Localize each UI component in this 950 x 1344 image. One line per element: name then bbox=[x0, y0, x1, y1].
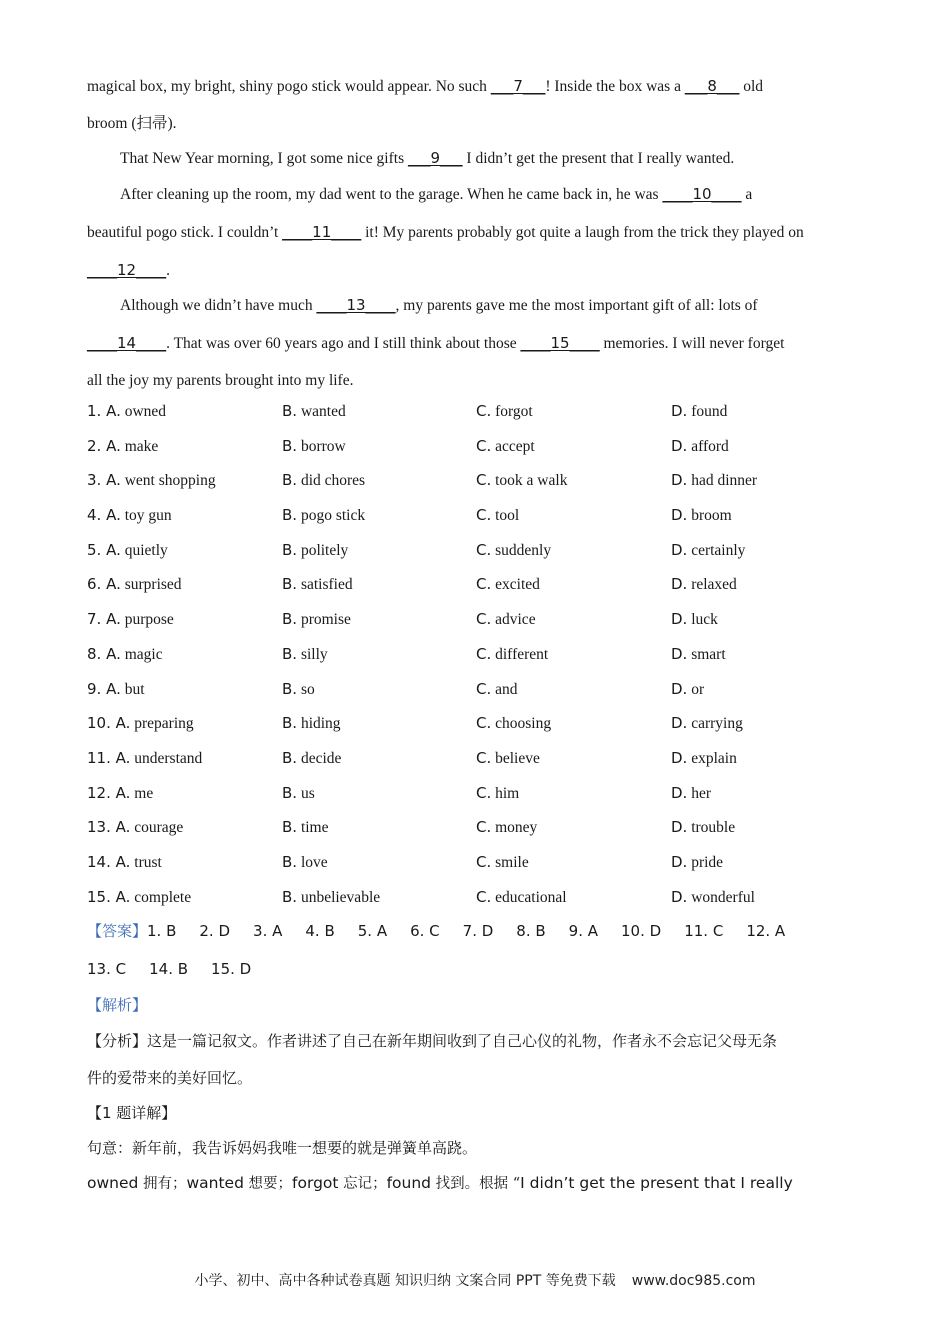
passage-line bbox=[87, 184, 865, 205]
page-footer bbox=[0, 1270, 950, 1290]
option-b: B. did chores bbox=[282, 471, 366, 490]
option-b: B. wanted bbox=[282, 402, 346, 420]
analysis-text: 【分析】这是一篇记叙文。作者讲述了自己在新年期间收到了自己心仪的礼物，作者永不会忘记父母无条 bbox=[87, 1032, 778, 1050]
question-detail-title: 【1 题详解】 bbox=[87, 1104, 177, 1122]
analysis-text: 件的爱带来的美好回忆。 bbox=[87, 1069, 253, 1087]
option-d: D. relaxed bbox=[671, 575, 737, 594]
option-c: C. different bbox=[476, 644, 549, 663]
option-c: C. choosing bbox=[476, 714, 552, 733]
option-d: D. found bbox=[671, 402, 728, 420]
question-row bbox=[87, 436, 865, 471]
answer-item: 10. D bbox=[621, 922, 662, 940]
answer-row bbox=[87, 921, 865, 941]
option-d: D. afford bbox=[671, 436, 729, 455]
blank-12: ____12____ bbox=[87, 261, 167, 279]
footer-url[interactable]: www.doc985.com bbox=[631, 1273, 756, 1289]
answer-tag: 【答案】 bbox=[87, 922, 148, 940]
question-row bbox=[87, 852, 865, 887]
option-c: C. him bbox=[476, 783, 520, 802]
blank-7: ___7___ bbox=[490, 77, 546, 95]
option-c: C. accept bbox=[476, 436, 535, 455]
option-c: C. excited bbox=[476, 575, 540, 594]
blank-11: ____11____ bbox=[282, 223, 362, 241]
options-list bbox=[87, 401, 865, 921]
passage-text: I didn’t get the present that I really wanted. bbox=[462, 150, 735, 167]
option-d: D. explain bbox=[671, 748, 737, 767]
option-a: 5. A. quietly bbox=[87, 540, 168, 559]
option-a: 4. A. toy gun bbox=[87, 506, 172, 525]
answer-item: 15. D bbox=[211, 960, 252, 978]
passage-text: old bbox=[739, 78, 764, 95]
option-a: 9. A. but bbox=[87, 679, 145, 698]
option-d: D. trouble bbox=[671, 818, 736, 837]
question-row bbox=[87, 713, 865, 748]
passage-line bbox=[87, 148, 865, 169]
word-explanation: owned 拥有；wanted 想要；forgot 忘记；found 找到。根据 “I didn’t get the present that I really bbox=[87, 1174, 793, 1192]
option-a: 10. A. preparing bbox=[87, 714, 194, 733]
option-d: D. or bbox=[671, 679, 705, 698]
option-b: B. silly bbox=[282, 644, 328, 663]
answer-item: 7. D bbox=[462, 922, 494, 940]
question-row bbox=[87, 505, 865, 540]
option-d: D. her bbox=[671, 783, 711, 802]
analysis-tag: 【解析】 bbox=[87, 996, 148, 1014]
passage-text: Although we didn’t have much bbox=[120, 297, 317, 314]
option-c: C. and bbox=[476, 679, 518, 698]
passage-text: a bbox=[741, 186, 753, 203]
option-b: B. us bbox=[282, 783, 315, 802]
option-a: 1. A. owned bbox=[87, 402, 167, 420]
passage-text: After cleaning up the room, my dad went to the garage. When he came back in, he was bbox=[120, 186, 663, 203]
passage-text: . That was over 60 years ago and I still think about those bbox=[166, 335, 521, 352]
blank-10: ____10____ bbox=[662, 185, 742, 203]
question-row bbox=[87, 401, 865, 436]
answer-item: 9. A bbox=[568, 922, 599, 940]
option-c: C. advice bbox=[476, 610, 536, 629]
passage-text: magical box, my bright, shiny pogo stick would appear. No such bbox=[87, 78, 491, 95]
option-d: D. carrying bbox=[671, 714, 743, 733]
option-b: B. hiding bbox=[282, 714, 341, 733]
question-row bbox=[87, 748, 865, 783]
question-row bbox=[87, 540, 865, 575]
answer-item: 5. A bbox=[357, 922, 388, 940]
passage-text: memories. I will never forget bbox=[599, 335, 785, 352]
question-row bbox=[87, 470, 865, 505]
blank-8: ___8___ bbox=[684, 77, 740, 95]
question-row bbox=[87, 887, 865, 922]
passage-text: beautiful pogo stick. I couldn’t bbox=[87, 224, 283, 241]
option-b: B. time bbox=[282, 818, 329, 837]
option-b: B. so bbox=[282, 679, 315, 698]
option-a: 3. A. went shopping bbox=[87, 471, 216, 490]
passage-line bbox=[87, 114, 865, 134]
passage-line bbox=[87, 260, 865, 281]
passage-text: all the joy my parents brought into my life. bbox=[87, 372, 354, 389]
option-a: 7. A. purpose bbox=[87, 610, 174, 629]
option-d: D. had dinner bbox=[671, 471, 758, 490]
option-a: 13. A. courage bbox=[87, 818, 184, 837]
passage-line bbox=[87, 76, 865, 97]
option-b: B. unbelievable bbox=[282, 887, 381, 906]
option-c: C. forgot bbox=[476, 402, 533, 420]
answer-item: 12. A bbox=[746, 922, 786, 940]
answer-item: 2. D bbox=[199, 922, 231, 940]
option-a: 8. A. magic bbox=[87, 644, 163, 663]
option-c: C. tool bbox=[476, 506, 520, 525]
option-a: 12. A. me bbox=[87, 783, 154, 802]
option-c: C. smile bbox=[476, 852, 529, 871]
option-b: B. pogo stick bbox=[282, 506, 366, 525]
answer-item: 11. C bbox=[684, 922, 724, 940]
question-row bbox=[87, 783, 865, 818]
answer-item: 3. A bbox=[253, 922, 283, 940]
option-c: C. educational bbox=[476, 887, 567, 906]
option-d: D. pride bbox=[671, 852, 724, 871]
passage-text: , my parents gave me the most important gift of all: lots of bbox=[395, 297, 758, 314]
option-d: D. broom bbox=[671, 506, 732, 525]
option-a: 6. A. surprised bbox=[87, 575, 182, 594]
passage-line bbox=[87, 222, 865, 243]
option-a: 15. A. complete bbox=[87, 887, 192, 906]
option-b: B. satisfied bbox=[282, 575, 353, 594]
passage-text: That New Year morning, I got some nice gifts bbox=[120, 150, 408, 167]
blank-14: ____14____ bbox=[87, 334, 167, 352]
question-row bbox=[87, 679, 865, 714]
option-b: B. promise bbox=[282, 610, 351, 629]
footer-text: 小学、初中、高中各种试卷真题 知识归纳 文案合同 PPT 等免费下载 bbox=[194, 1273, 616, 1289]
option-c: C. money bbox=[476, 818, 538, 837]
option-a: 2. A. make bbox=[87, 436, 159, 455]
option-d: D. certainly bbox=[671, 540, 746, 559]
sentence-meaning: 句意：新年前，我告诉妈妈我唯一想要的就是弹簧单高跷。 bbox=[87, 1139, 478, 1157]
option-d: D. luck bbox=[671, 610, 718, 629]
blank-13: ____13____ bbox=[316, 296, 396, 314]
answer-item: 6. C bbox=[410, 922, 440, 940]
answer-item: 8. B bbox=[516, 922, 546, 940]
option-c: C. believe bbox=[476, 748, 540, 767]
blank-15: ____15____ bbox=[520, 334, 600, 352]
option-d: D. wonderful bbox=[671, 887, 755, 906]
passage-line bbox=[87, 333, 865, 354]
passage-text: . bbox=[166, 262, 170, 279]
question-row bbox=[87, 817, 865, 852]
question-row bbox=[87, 574, 865, 609]
passage-text: it! My parents probably got quite a laugh from the trick they played on bbox=[361, 224, 804, 241]
answer-item: 4. B bbox=[305, 922, 335, 940]
option-b: B. decide bbox=[282, 748, 342, 767]
answer-item: 1. B bbox=[147, 922, 177, 940]
blank-9: ___9___ bbox=[408, 149, 463, 167]
passage-text: broom (扫帚). bbox=[87, 115, 177, 132]
passage-text: ! Inside the box was a bbox=[545, 78, 685, 95]
question-row bbox=[87, 609, 865, 644]
document-page bbox=[87, 70, 865, 1192]
answer-row bbox=[87, 959, 865, 979]
option-c: C. suddenly bbox=[476, 540, 552, 559]
option-a: 11. A. understand bbox=[87, 748, 203, 767]
option-a: 14. A. trust bbox=[87, 852, 162, 871]
answer-section bbox=[87, 921, 865, 979]
question-row bbox=[87, 644, 865, 679]
passage-line bbox=[87, 295, 865, 316]
passage-line bbox=[87, 371, 865, 391]
answer-item: 13. C bbox=[87, 960, 127, 978]
option-b: B. borrow bbox=[282, 436, 346, 455]
answer-item: 14. B bbox=[149, 960, 189, 978]
option-c: C. took a walk bbox=[476, 471, 568, 490]
option-d: D. smart bbox=[671, 644, 726, 663]
analysis-section bbox=[87, 995, 865, 1194]
option-b: B. love bbox=[282, 852, 328, 871]
option-b: B. politely bbox=[282, 540, 349, 559]
